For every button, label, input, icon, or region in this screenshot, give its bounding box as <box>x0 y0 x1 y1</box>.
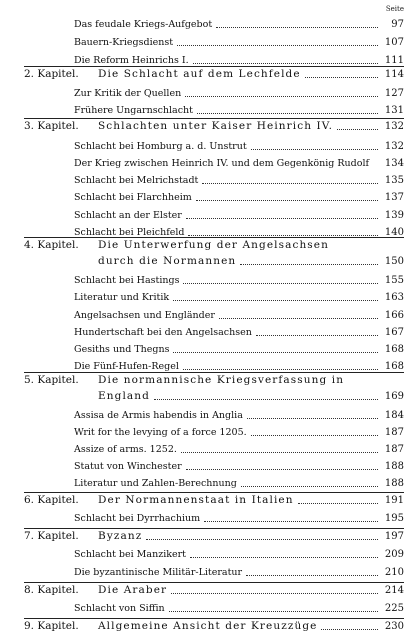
toc-entry-title: Das feudale Kriegs-Aufgebot <box>74 19 213 30</box>
toc-entry-row <box>0 343 420 361</box>
chapter-title: Schlachten unter Kaiser Heinrich IV. <box>98 120 334 132</box>
dot-leader <box>256 326 378 336</box>
toc-entry-title: Die Fünf-Hufen-Regel <box>74 361 179 372</box>
toc-entry-title: Schlacht bei Pleichfeld <box>74 227 185 238</box>
page-number: 97 <box>391 19 404 30</box>
toc-entry-title: Zur Kritik der Quellen <box>74 88 182 99</box>
page-number: 225 <box>384 603 404 614</box>
toc-chapter-row <box>0 120 420 138</box>
page-number: 139 <box>384 210 404 221</box>
dot-leader <box>181 443 378 453</box>
page-number: 187 <box>384 427 404 438</box>
chapter-number: 8. Kapitel. <box>24 584 79 596</box>
toc-entry-row <box>0 409 420 427</box>
toc-entry-row <box>0 443 420 461</box>
toc-chapter-row <box>0 620 420 638</box>
chapter-separator <box>24 618 404 619</box>
page-number: 135 <box>384 175 404 186</box>
page-number: 150 <box>384 256 404 267</box>
dot-leader <box>173 343 378 353</box>
page-number: 137 <box>384 192 404 203</box>
dot-leader <box>246 566 378 576</box>
toc-entry-title: Schlacht bei Flarchheim <box>74 192 192 203</box>
toc-entry-row <box>0 140 420 158</box>
chapter-separator <box>24 66 404 67</box>
toc-entry-row <box>0 309 420 327</box>
page-number: 188 <box>384 478 404 489</box>
dot-leader <box>247 409 378 419</box>
dot-leader <box>251 426 378 436</box>
page-number: 167 <box>384 327 404 338</box>
toc-entry-row <box>0 274 420 292</box>
page-number: 163 <box>384 292 404 303</box>
page-number: 209 <box>384 549 404 560</box>
page-number: 197 <box>384 531 404 542</box>
toc-entry-row <box>0 157 420 175</box>
toc-entry-title: Statut von Winchester <box>74 461 182 472</box>
toc-entry-title: Frühere Ungarnschlacht <box>74 105 193 116</box>
page-number: 169 <box>384 391 404 402</box>
toc-entry-row <box>0 255 420 273</box>
chapter-separator <box>24 528 404 529</box>
chapter-number: 3. Kapitel. <box>24 120 79 132</box>
toc-entry-title: Schlacht bei Melrichstadt <box>74 175 199 186</box>
dot-leader <box>186 209 378 219</box>
toc-entry-title: Hundertschaft bei den Angelsachsen <box>74 327 252 338</box>
dot-leader <box>177 36 378 46</box>
dot-leader <box>241 477 378 487</box>
chapter-separator <box>24 372 404 373</box>
toc-chapter-row <box>0 494 420 512</box>
page-number: 155 <box>384 275 404 286</box>
toc-chapter-row <box>0 584 420 602</box>
dot-leader <box>321 620 378 630</box>
page-number: 188 <box>384 461 404 472</box>
dot-leader <box>298 494 378 504</box>
page-number: 131 <box>384 105 404 116</box>
dot-leader <box>337 120 378 130</box>
chapter-number: 7. Kapitel. <box>24 530 79 542</box>
chapter-separator <box>24 118 404 119</box>
dot-leader <box>146 530 378 540</box>
toc-entry-title: Assisa de Armis habendis in Anglia <box>74 410 243 421</box>
chapter-title: Die normannische Kriegsverfassung in <box>98 374 345 386</box>
dot-leader <box>186 460 378 470</box>
dot-leader <box>196 191 378 201</box>
toc-entry-title: Schlacht bei Homburg a. d. Unstrut <box>74 141 247 152</box>
toc-entry-title: Die byzantinische Militär-Literatur <box>74 567 243 578</box>
dot-leader <box>240 255 378 265</box>
dot-leader <box>173 291 378 301</box>
chapter-separator <box>24 237 404 238</box>
dot-leader <box>305 68 378 78</box>
page-number: 107 <box>384 37 404 48</box>
toc-entry-title: Bauern-Kriegsdienst <box>74 37 174 48</box>
page-number: 132 <box>384 121 404 132</box>
toc-entry-row <box>0 291 420 309</box>
chapter-title: Die Araber <box>98 584 168 596</box>
dot-leader <box>169 602 378 612</box>
toc-entry-row <box>0 460 420 478</box>
chapter-title: England <box>98 390 150 402</box>
toc-entry-row <box>0 87 420 105</box>
dot-leader <box>193 54 378 64</box>
toc-entry-title: Angelsachsen und Engländer <box>74 310 215 321</box>
toc-entry-title: Schlacht von Siffin <box>74 603 165 614</box>
page-number: 132 <box>384 141 404 152</box>
toc-chapter-row <box>0 530 420 548</box>
toc-entry-title: Assize of arms. 1252. <box>74 444 177 455</box>
chapter-number: 5. Kapitel. <box>24 374 79 386</box>
page-number: 191 <box>384 495 404 506</box>
toc-entry-title: Literatur und Zahlen-Berechnung <box>74 478 237 489</box>
dot-leader <box>183 274 378 284</box>
chapter-title: Die Schlacht auf dem Lechfelde <box>98 68 301 80</box>
dot-leader <box>197 104 378 114</box>
dot-leader <box>154 390 378 400</box>
page-number: 187 <box>384 444 404 455</box>
chapter-number: 4. Kapitel. <box>24 239 79 251</box>
toc-entry-row <box>0 36 420 54</box>
toc-entry-title: Gesiths und Thegns <box>74 344 170 355</box>
toc-entry-row <box>0 326 420 344</box>
page-number: 140 <box>384 227 404 238</box>
chapter-separator <box>24 492 404 493</box>
toc-entry-row <box>0 548 420 566</box>
dot-leader <box>185 87 378 97</box>
toc-entry-title: Schlacht bei Hastings <box>74 275 180 286</box>
dot-leader <box>251 140 378 150</box>
page-number: 114 <box>384 69 404 80</box>
chapter-number: 6. Kapitel. <box>24 494 79 506</box>
toc-entry-title: Die Reform Heinrichs I. <box>74 55 189 66</box>
toc-entry-row <box>0 426 420 444</box>
toc-entry-row <box>0 174 420 192</box>
page-number: 184 <box>384 410 404 421</box>
page-number: 168 <box>384 344 404 355</box>
dot-leader <box>204 512 378 522</box>
toc-entry-row <box>0 390 420 408</box>
page-number: 195 <box>384 513 404 524</box>
page-number: 214 <box>384 585 404 596</box>
toc-chapter-row <box>0 68 420 86</box>
page-number: 111 <box>384 55 404 66</box>
toc-entry-title: Writ for the levying of a force 1205. <box>74 427 247 438</box>
chapter-title: Der Normannenstaat in Italien <box>98 494 294 506</box>
page-number: 210 <box>384 567 404 578</box>
toc-entry-title: Der Krieg zwischen Heinrich IV. und dem Gegenkönig Rudolf <box>74 158 370 169</box>
dot-leader <box>183 360 378 370</box>
toc-entry-title: Schlacht bei Dyrrhachium <box>74 513 201 524</box>
toc-entry-title: Schlacht an der Elster <box>74 210 182 221</box>
dot-leader <box>188 226 378 236</box>
chapter-number: 2. Kapitel. <box>24 68 79 80</box>
dot-leader <box>202 174 378 184</box>
dot-leader <box>171 584 378 594</box>
chapter-title: durch die Normannen <box>98 255 237 267</box>
toc-entry-row <box>0 209 420 227</box>
dot-leader <box>216 18 378 28</box>
page-number: 166 <box>384 310 404 321</box>
page-number: 230 <box>384 621 404 632</box>
page-number: 134 <box>384 158 404 169</box>
toc-entry-title: Literatur und Kritik <box>74 292 170 303</box>
toc-entry-title: Schlacht bei Manzikert <box>74 549 186 560</box>
dot-leader <box>219 309 378 319</box>
toc-entry-row <box>0 191 420 209</box>
page-number: 168 <box>384 361 404 372</box>
dot-leader <box>190 548 378 558</box>
chapter-title: Byzanz <box>98 530 143 542</box>
chapter-separator <box>24 582 404 583</box>
page-number: 127 <box>384 88 404 99</box>
chapter-title: Die Unterwerfung der Angelsachsen <box>98 239 329 251</box>
chapter-number: 9. Kapitel. <box>24 620 79 632</box>
chapter-title: Allgemeine Ansicht der Kreuzzüge <box>98 620 318 632</box>
page-column-header: Seite <box>385 5 404 13</box>
toc-entry-row <box>0 18 420 36</box>
